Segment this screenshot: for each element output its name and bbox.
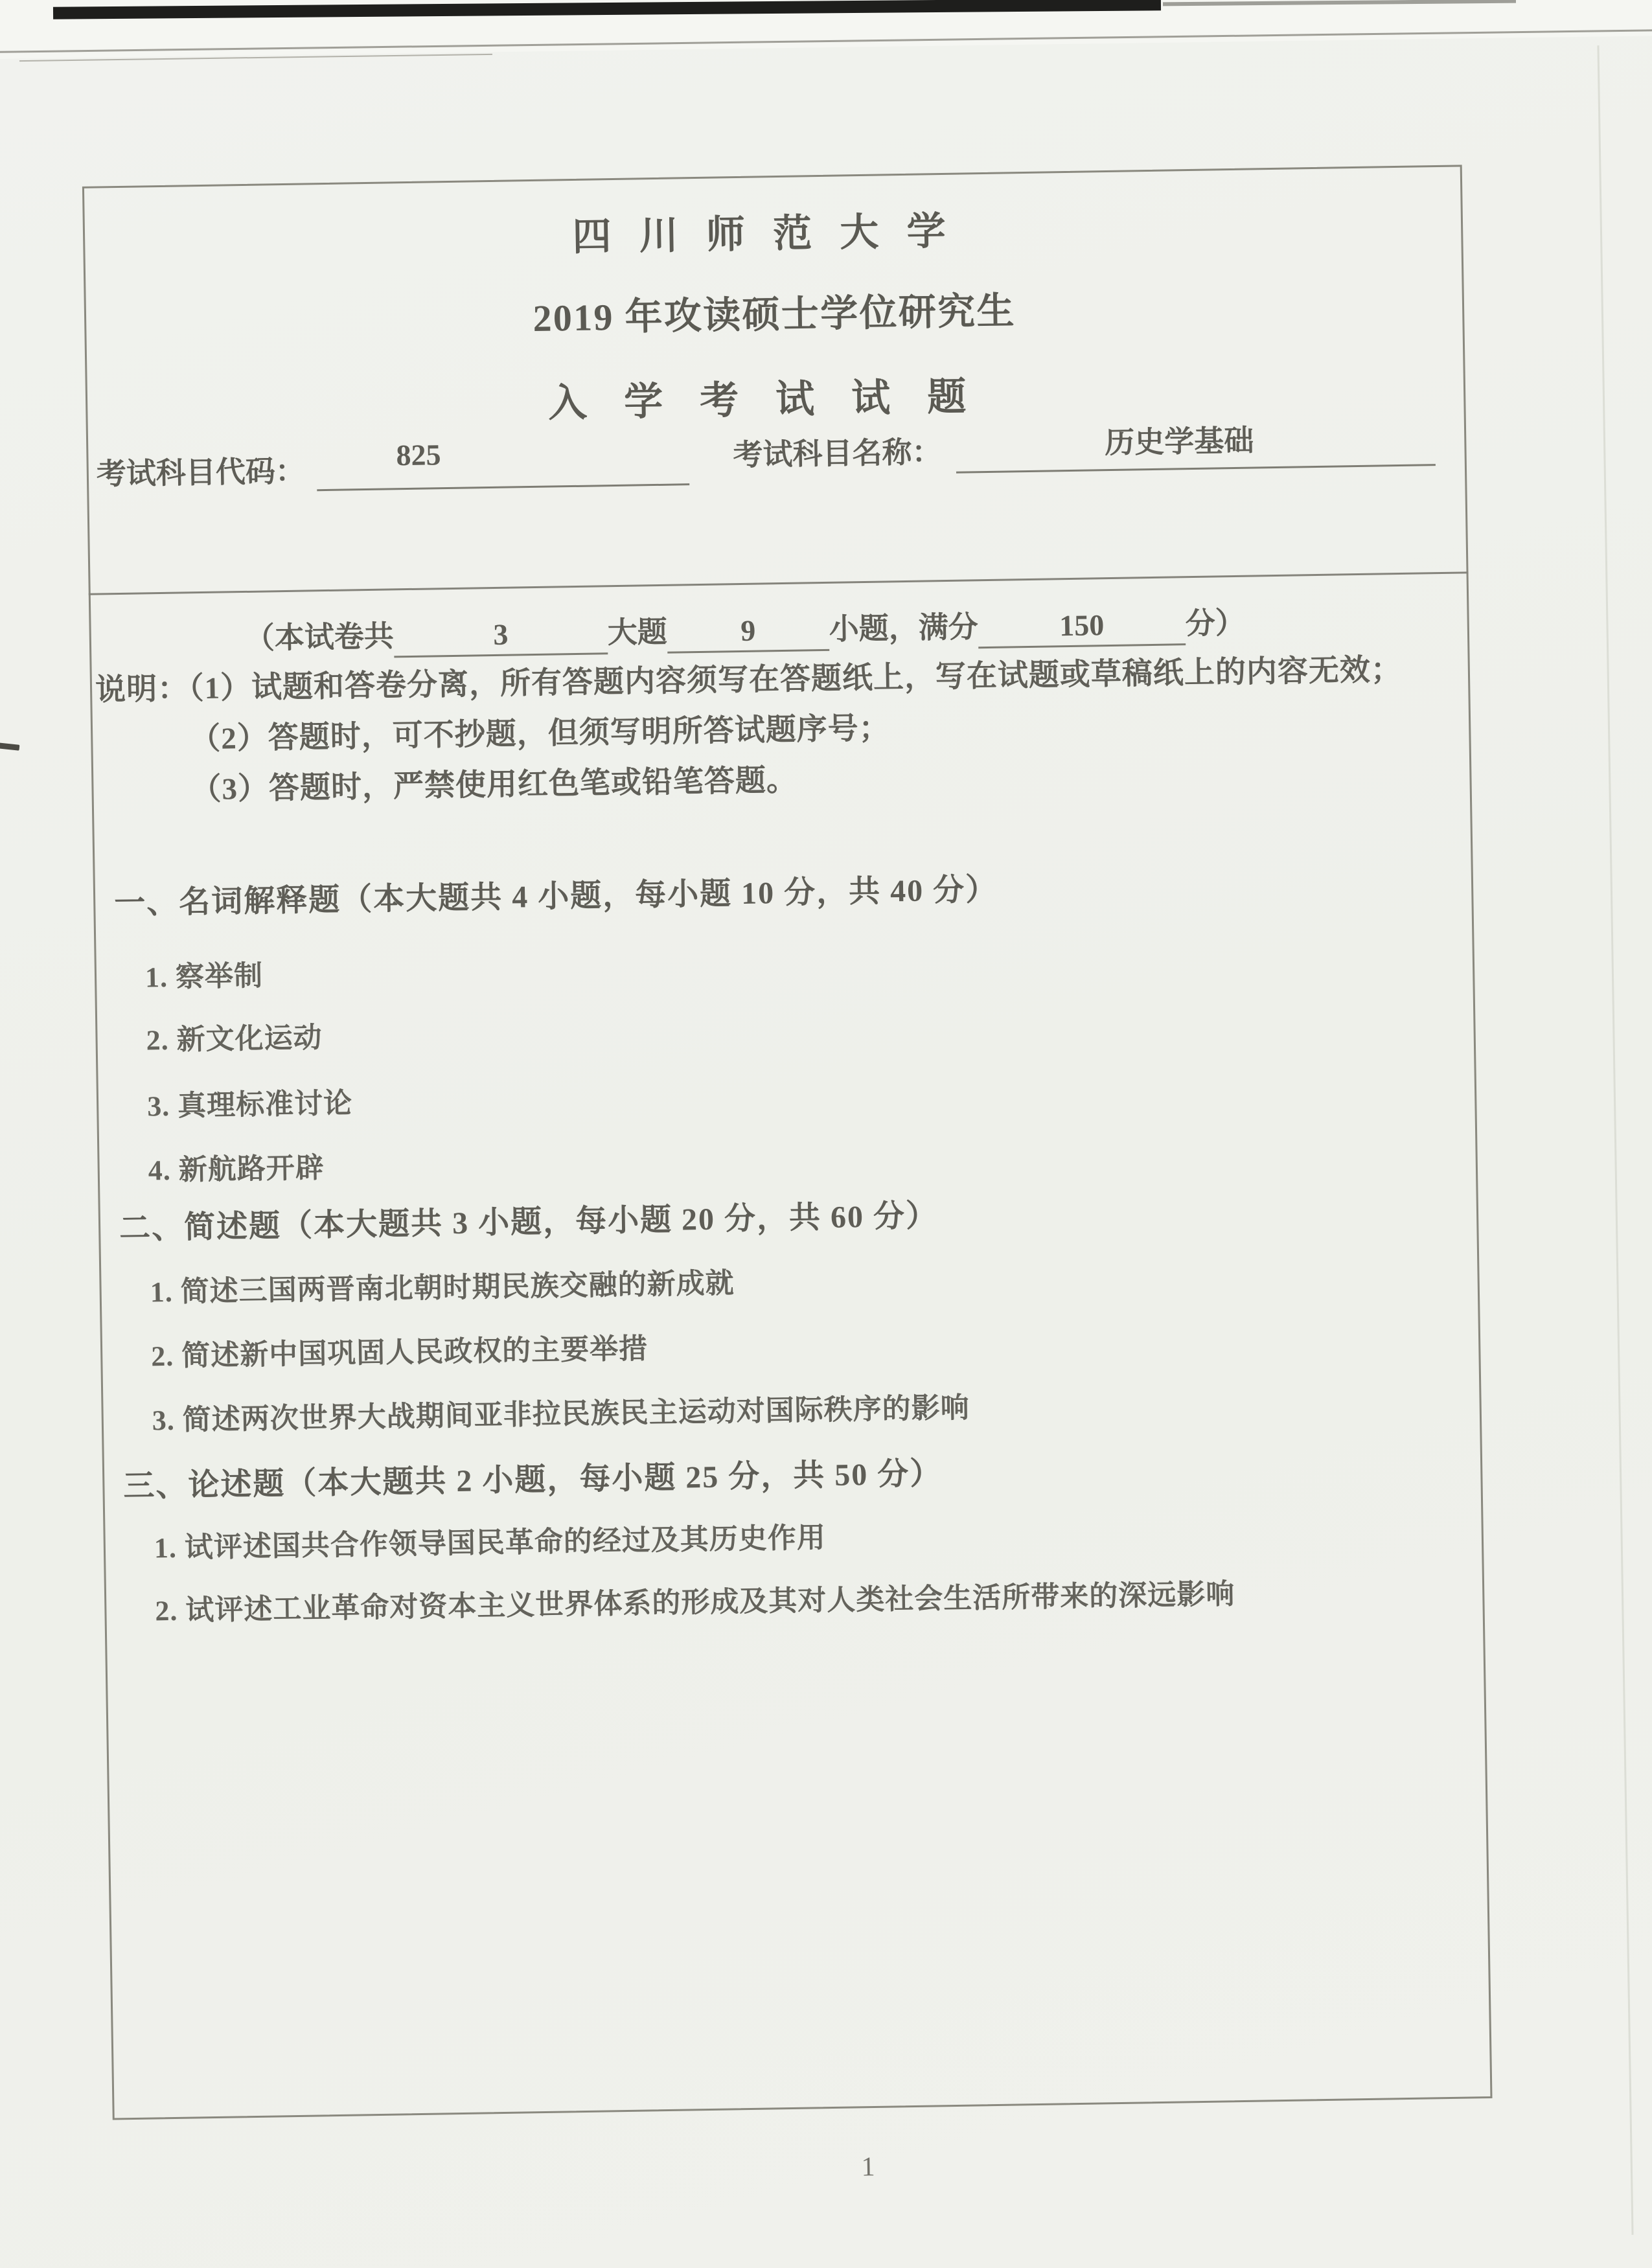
question-item: 3. 简述两次世界大战期间亚非拉民族民主运动对国际秩序的影响 [152, 1392, 970, 1437]
section-title-1: 一、名词解释题（本大题共 4 小题，每小题 10 分，共 40 分） [113, 872, 998, 921]
blank-total-score: 150 [978, 606, 1186, 648]
exam-paper-title: 入学考试试题 [547, 374, 1004, 425]
instructions-label: 说明： [95, 672, 189, 707]
instructions-line-2: （2）答题时，可不抄题，但须写明所答试题序号； [189, 711, 891, 757]
blank-num-sub-questions: 9 [667, 612, 829, 654]
instructions-line-3: （3）答题时，严禁使用红色笔或铅笔答题。 [190, 763, 798, 807]
question-item: 1. 察举制 [144, 959, 264, 994]
page-number: 1 [861, 2152, 875, 2182]
subject-name-label: 考试科目名称： [733, 435, 942, 472]
question-item: 1. 简述三国两晋南北朝时期民族交融的新成就 [150, 1267, 735, 1309]
instruction-text: （1）试题和答卷分离，所有答题内容须写在答题纸上，写在试题或草稿纸上的内容无效； [188, 652, 1403, 706]
question-item: 2. 试评述工业革命对资本主义世界体系的形成及其对人类社会生活所带来的深远影响 [155, 1578, 1235, 1627]
subject-code-value: 825 [316, 433, 689, 491]
summary-suffix: 分） [1185, 606, 1246, 641]
blank-num-big-questions: 3 [393, 615, 608, 658]
summary-mid1: 大题 [607, 615, 668, 650]
question-item: 4. 新航路开辟 [148, 1152, 325, 1187]
section-title-3: 三、论述题（本大题共 2 小题，每小题 25 分，共 50 分） [123, 1456, 943, 1504]
section-title-2: 二、简述题（本大题共 3 小题，每小题 20 分，共 60 分） [119, 1198, 939, 1246]
question-item: 3. 真理标准讨论 [146, 1087, 353, 1123]
summary-prefix: （本试卷共 [244, 619, 395, 655]
question-item: 2. 新文化运动 [146, 1022, 323, 1057]
exam-year-title: 2019 年攻读硕士学位研究生 [533, 290, 1016, 339]
question-item: 2. 简述新中国巩固人民政权的主要举措 [150, 1333, 648, 1373]
question-item: 1. 试评述国共合作领导国民革命的经过及其历史作用 [154, 1522, 827, 1564]
subject-code-label: 考试科目代码： [96, 454, 306, 491]
summary-mid2: 小题，满分 [829, 610, 979, 646]
subject-name-value: 历史学基础 [956, 414, 1436, 474]
university-title: 四川师范大学 [572, 209, 974, 258]
